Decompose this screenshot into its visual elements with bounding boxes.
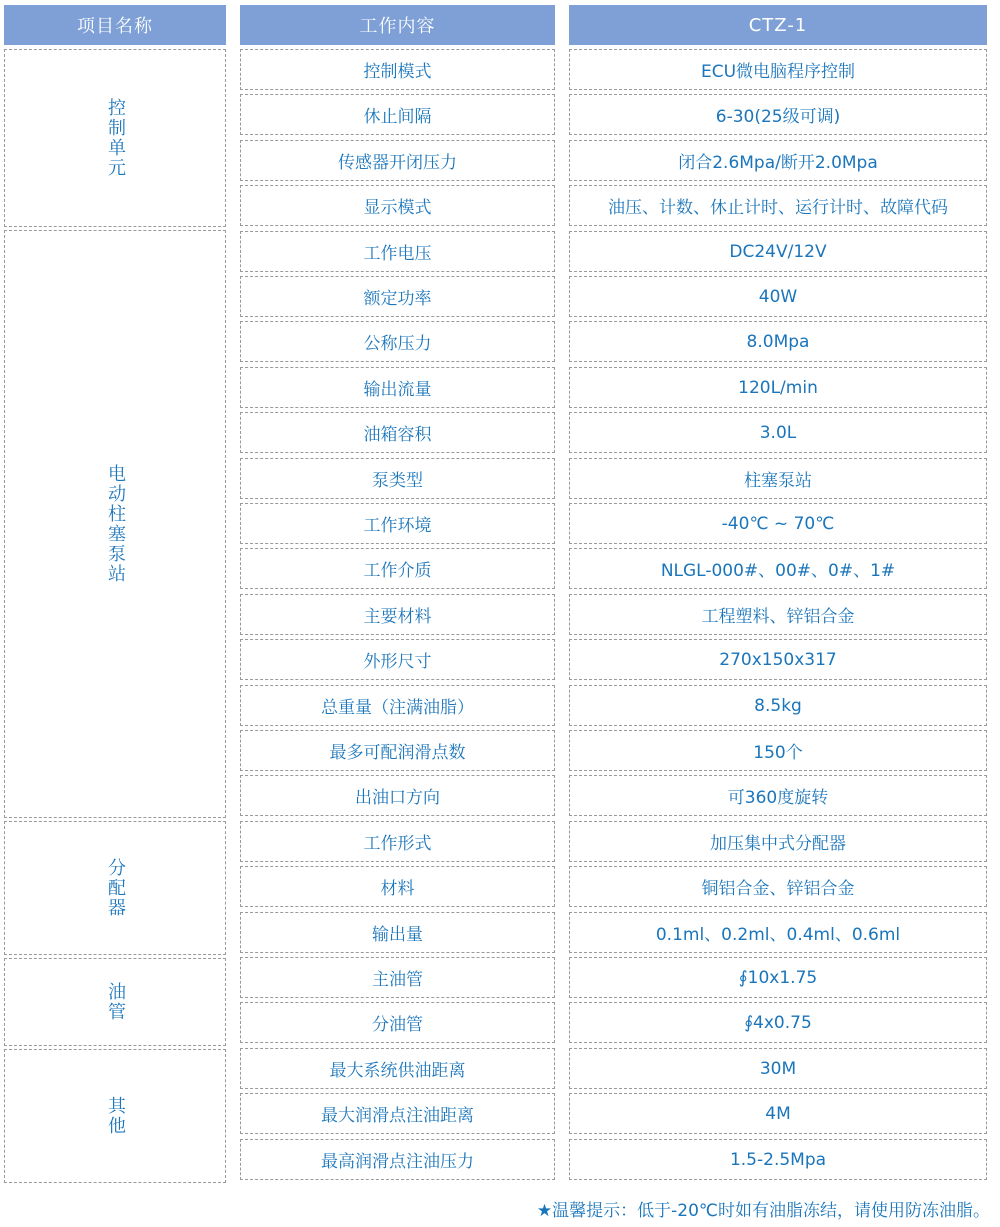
group-oil-pipe [4,958,226,1046]
header-project-name: 项目名称 [4,5,226,45]
table-row-item: 分油管 [240,1002,555,1043]
group-label: 分配器 [105,858,126,918]
footer-note: ★温馨提示：低于-20℃时如有油脂冻结，请使用防冻油脂。 [536,1201,990,1221]
table-row-value: ECU微电脑程序控制 [569,49,987,90]
table-row-item: 最大润滑点注油距离 [240,1093,555,1134]
table-row-item: 最多可配润滑点数 [240,730,555,771]
table-row-value: 3.0L [569,412,987,453]
table-row-item: 材料 [240,866,555,907]
group-label: 油管 [105,982,126,1022]
group-electric-pump-station [4,230,226,818]
table-row-item: 泵类型 [240,458,555,499]
table-row-value: 0.1ml、0.2ml、0.4ml、0.6ml [569,912,987,953]
table-row-item: 公称压力 [240,321,555,362]
table-row-item: 输出量 [240,912,555,953]
table-row-value: 可360度旋转 [569,775,987,816]
table-row-item: 外形尺寸 [240,639,555,680]
table-row-item: 最高润滑点注油压力 [240,1139,555,1180]
group-label: 控制单元 [105,98,126,178]
table-row-value: 加压集中式分配器 [569,821,987,862]
table-row-value: ∮10x1.75 [569,957,987,998]
table-row-value: 8.5kg [569,685,987,726]
table-row-value: 30M [569,1048,987,1089]
table-row-value: DC24V/12V [569,231,987,272]
table-row-item: 显示模式 [240,185,555,226]
table-row-item: 总重量（注满油脂） [240,685,555,726]
table-row-value: 120L/min [569,367,987,408]
table-row-value: NLGL-000#、00#、0#、1# [569,548,987,589]
table-row-value: 270x150x317 [569,639,987,680]
group-others [4,1049,226,1183]
group-control-unit [4,49,226,227]
table-row-value: ∮4x0.75 [569,1002,987,1043]
group-label: 其他 [105,1096,126,1136]
table-row-value: -40℃ ~ 70℃ [569,503,987,544]
table-row-value: 闭合2.6Mpa/断开2.0Mpa [569,140,987,181]
table-row-item: 出油口方向 [240,775,555,816]
table-row-value: 150个 [569,730,987,771]
table-row-item: 工作形式 [240,821,555,862]
table-row-item: 工作介质 [240,548,555,589]
group-label: 电动柱塞泵站 [105,464,126,584]
table-row-value: 40W [569,276,987,317]
header-model: CTZ-1 [569,5,987,45]
table-row-item: 额定功率 [240,276,555,317]
table-row-item: 休止间隔 [240,94,555,135]
table-row-item: 输出流量 [240,367,555,408]
table-row-value: 4M [569,1093,987,1134]
table-row-item: 最大系统供油距离 [240,1048,555,1089]
table-row-item: 主油管 [240,957,555,998]
header-work-content: 工作内容 [240,5,555,45]
table-row-item: 传感器开闭压力 [240,140,555,181]
table-row-item: 工作电压 [240,231,555,272]
table-row-value: 1.5-2.5Mpa [569,1139,987,1180]
table-row-item: 主要材料 [240,594,555,635]
table-row-value: 柱塞泵站 [569,458,987,499]
table-row-item: 油箱容积 [240,412,555,453]
group-distributor [4,821,226,955]
table-row-value: 油压、计数、休止计时、运行计时、故障代码 [569,185,987,226]
table-row-item: 控制模式 [240,49,555,90]
table-row-value: 8.0Mpa [569,321,987,362]
table-row-value: 工程塑料、锌铝合金 [569,594,987,635]
table-row-value: 6-30(25级可调) [569,94,987,135]
table-row-value: 铜铝合金、锌铝合金 [569,866,987,907]
table-row-item: 工作环境 [240,503,555,544]
